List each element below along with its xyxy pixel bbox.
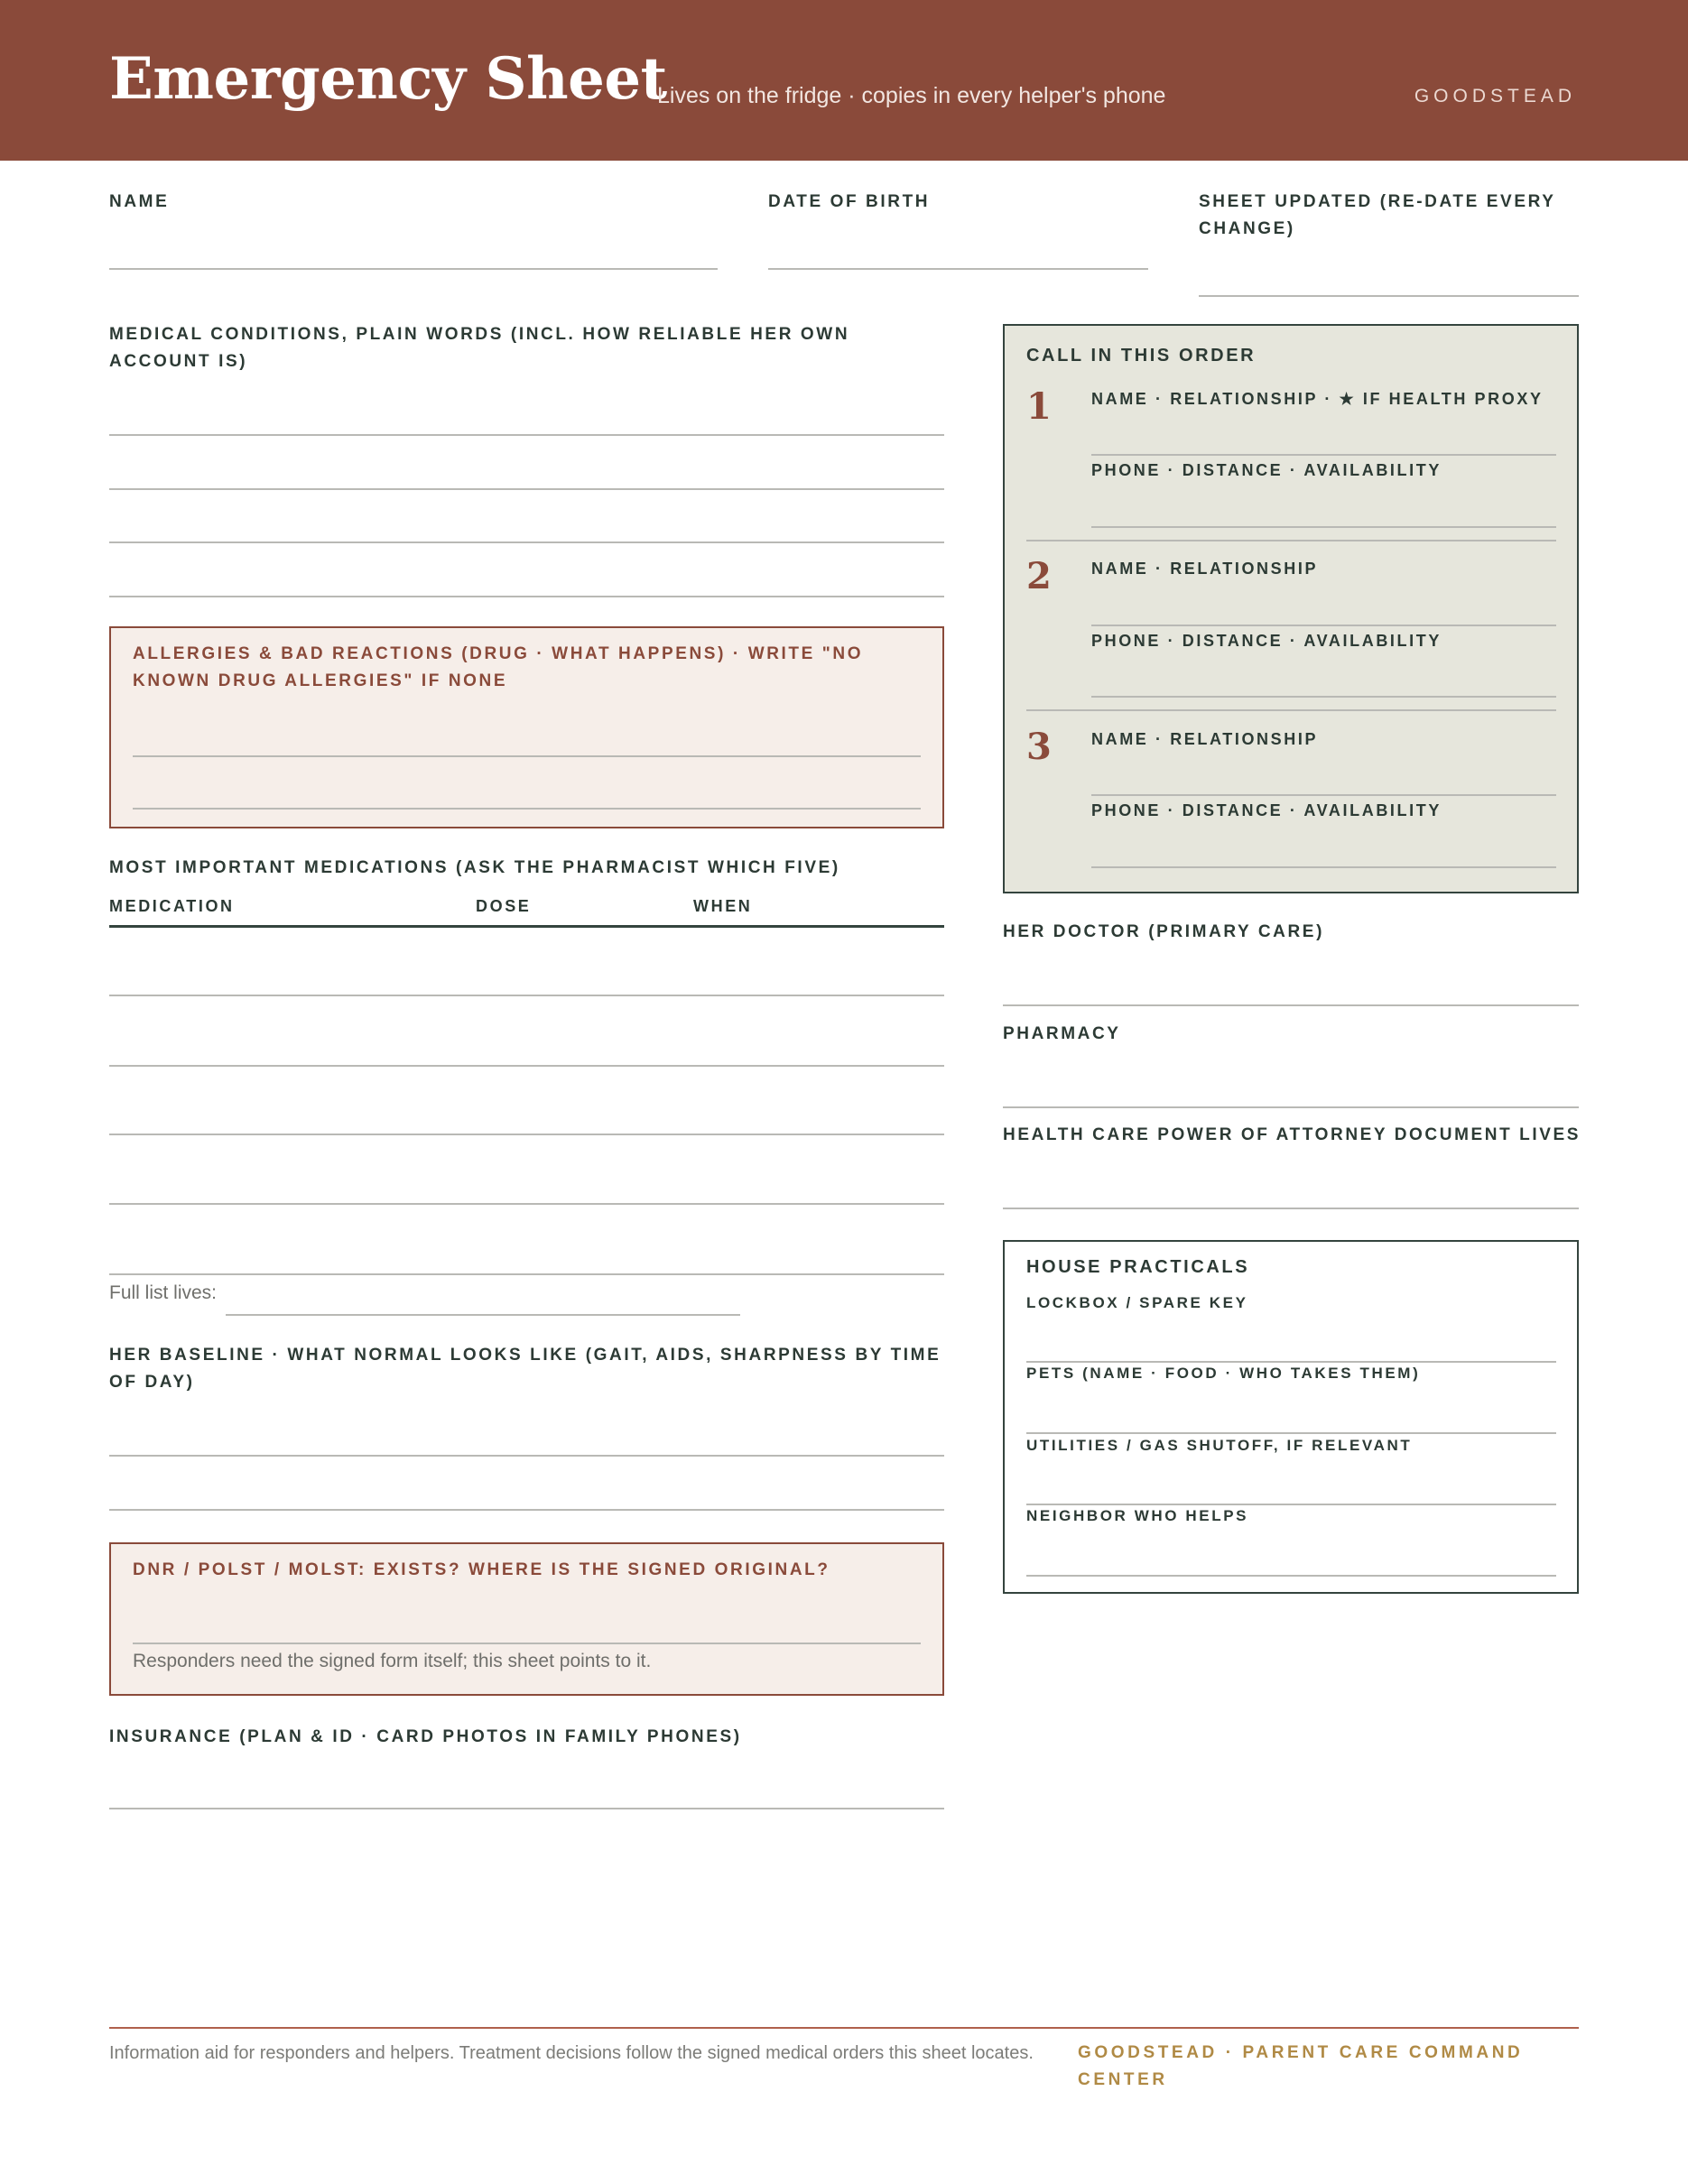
medications-header-rule [109, 925, 944, 928]
poa-label: HEALTH CARE POWER OF ATTORNEY DOCUMENT LIVES [1003, 1125, 1581, 1144]
name-field[interactable] [109, 268, 718, 270]
medication-row-1[interactable] [109, 995, 944, 996]
full-list-label: Full list lives: [109, 1282, 218, 1303]
brand-logo: GOODSTEAD [1414, 86, 1576, 106]
neighbor-field[interactable] [1026, 1575, 1556, 1577]
medication-row-5[interactable] [109, 1273, 944, 1275]
contact-2-phone-label: PHONE · DISTANCE · AVAILABILITY [1091, 632, 1442, 650]
contact-2-number: 2 [1026, 555, 1052, 597]
contact-2-name-label: NAME · RELATIONSHIP [1091, 560, 1319, 578]
header-banner [0, 0, 1688, 161]
medication-column-header: MEDICATION [109, 897, 235, 915]
dose-column-header: DOSE [476, 897, 532, 915]
pharmacy-field[interactable] [1003, 1106, 1579, 1108]
baseline-line-2[interactable] [109, 1509, 944, 1511]
dob-field[interactable] [768, 268, 1148, 270]
contact-1-number: 1 [1026, 385, 1052, 428]
conditions-line-2[interactable] [109, 488, 944, 490]
contact-2-name-field[interactable] [1091, 625, 1556, 626]
contact-divider-2 [1026, 709, 1556, 711]
conditions-label: MEDICAL CONDITIONS, PLAIN WORDS (INCL. HOW RELIABLE HER OWN ACCOUNT IS) [109, 325, 850, 371]
lockbox-label: LOCKBOX / SPARE KEY [1026, 1294, 1248, 1311]
baseline-label: HER BASELINE · WHAT NORMAL LOOKS LIKE (GAIT, AIDS, SHARPNESS BY TIME OF DAY) [109, 1346, 941, 1392]
footer-note: Information aid for responders and helpers. Treatment decisions follow the signed medical orders this sheet locates. [109, 2043, 1034, 2063]
updated-label: SHEET UPDATED (RE-DATE EVERY CHANGE) [1199, 192, 1556, 238]
call-order-title: CALL IN THIS ORDER [1026, 346, 1257, 366]
allergies-label: ALLERGIES & BAD REACTIONS (DRUG · WHAT HAPPENS) · WRITE "NO KNOWN DRUG ALLERGIES" IF NONE [133, 644, 864, 690]
insurance-field[interactable] [109, 1808, 944, 1809]
allergies-line-2[interactable] [133, 808, 921, 810]
medication-row-4[interactable] [109, 1203, 944, 1205]
conditions-line-3[interactable] [109, 541, 944, 543]
contact-3-name-field[interactable] [1091, 794, 1556, 796]
call-order-box [1003, 324, 1579, 893]
insurance-label: INSURANCE (PLAN & ID · CARD PHOTOS IN FAMILY PHONES) [109, 1727, 742, 1746]
dob-label: DATE OF BIRTH [768, 192, 931, 211]
utilities-label: UTILITIES / GAS SHUTOFF, IF RELEVANT [1026, 1437, 1413, 1454]
contact-1-name-label: NAME · RELATIONSHIP · ★ IF HEALTH PROXY [1091, 390, 1544, 408]
contact-3-phone-field[interactable] [1091, 866, 1556, 868]
doctor-label: HER DOCTOR (PRIMARY CARE) [1003, 922, 1324, 941]
baseline-line-1[interactable] [109, 1455, 944, 1457]
medications-label: MOST IMPORTANT MEDICATIONS (ASK THE PHARMACIST WHICH FIVE) [109, 858, 840, 877]
conditions-line-1[interactable] [109, 434, 944, 436]
contact-2-phone-field[interactable] [1091, 696, 1556, 698]
contact-divider-1 [1026, 540, 1556, 541]
name-label: NAME [109, 192, 170, 211]
page-title: Emergency Sheet [109, 45, 667, 113]
footer-rule [109, 2027, 1579, 2029]
full-list-field[interactable] [226, 1314, 740, 1316]
house-title: HOUSE PRACTICALS [1026, 1257, 1250, 1277]
pets-label: PETS (NAME · FOOD · WHO TAKES THEM) [1026, 1365, 1421, 1382]
allergies-line-1[interactable] [133, 755, 921, 757]
neighbor-label: NEIGHBOR WHO HELPS [1026, 1507, 1249, 1524]
page-subtitle: Lives on the fridge · copies in every helper's phone [657, 83, 1166, 108]
medication-row-3[interactable] [109, 1134, 944, 1135]
dnr-note: Responders need the signed form itself; this sheet points to it. [133, 1651, 652, 1671]
contact-1-name-field[interactable] [1091, 454, 1556, 456]
contact-1-phone-field[interactable] [1091, 526, 1556, 528]
contact-3-name-label: NAME · RELATIONSHIP [1091, 730, 1319, 748]
conditions-line-4[interactable] [109, 596, 944, 597]
contact-1-phone-label: PHONE · DISTANCE · AVAILABILITY [1091, 461, 1442, 479]
contact-3-phone-label: PHONE · DISTANCE · AVAILABILITY [1091, 801, 1442, 819]
footer-brand: GOODSTEAD · PARENT CARE COMMAND CENTER [1078, 2043, 1524, 2089]
house-practicals-box [1003, 1240, 1579, 1594]
poa-field[interactable] [1003, 1208, 1579, 1209]
dnr-label: DNR / POLST / MOLST: EXISTS? WHERE IS THE SIGNED ORIGINAL? [133, 1560, 830, 1579]
allergies-box [109, 626, 944, 828]
when-column-header: WHEN [693, 897, 753, 915]
pharmacy-label: PHARMACY [1003, 1024, 1121, 1043]
doctor-field[interactable] [1003, 1004, 1579, 1006]
medication-row-2[interactable] [109, 1065, 944, 1067]
dnr-field[interactable] [133, 1643, 921, 1644]
dnr-box [109, 1542, 944, 1696]
contact-3-number: 3 [1026, 726, 1052, 768]
updated-field[interactable] [1199, 295, 1579, 297]
